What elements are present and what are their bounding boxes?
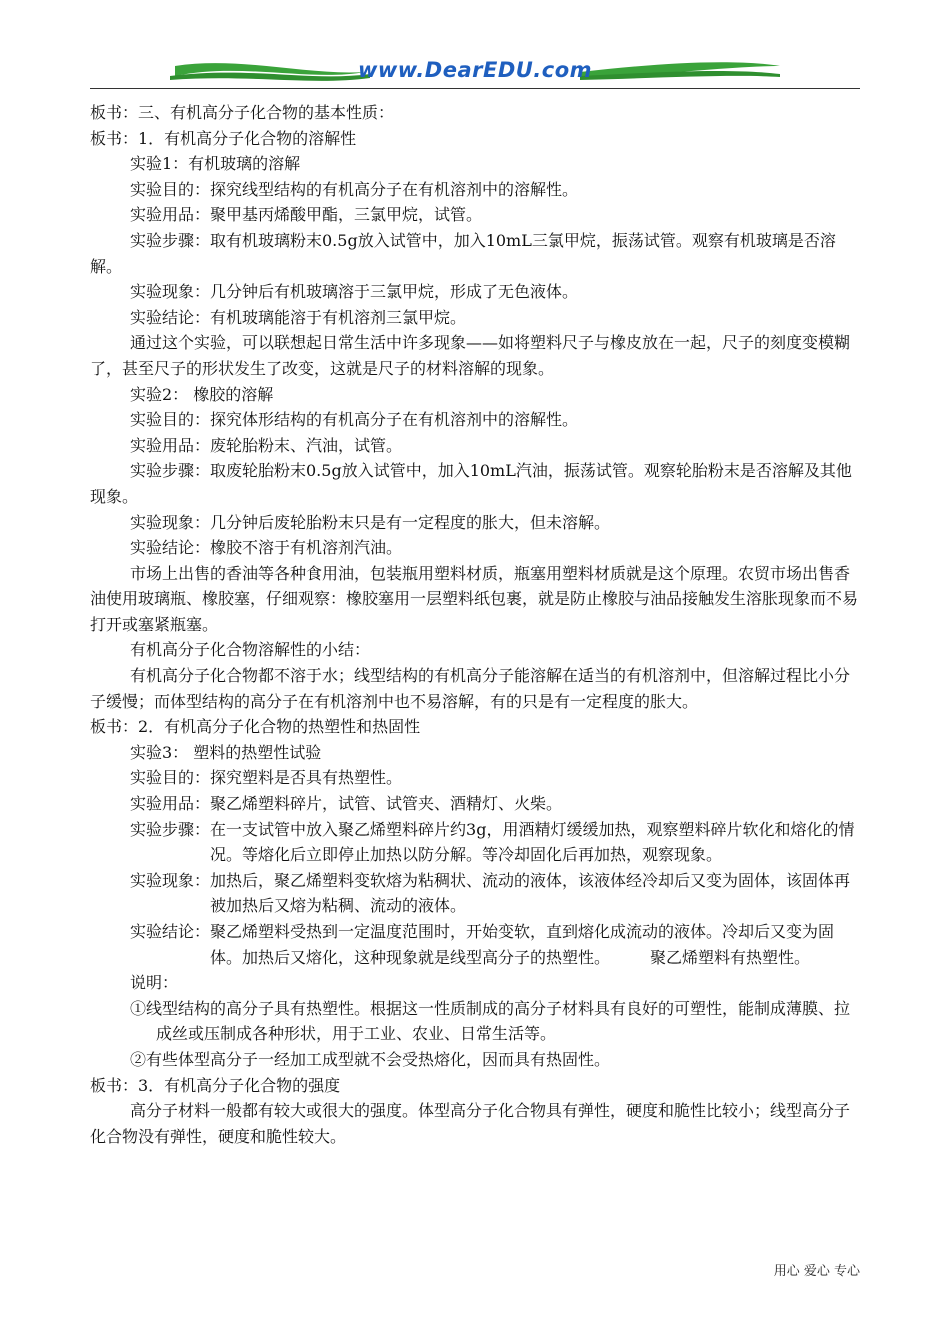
experiment-1-title: 实验1：有机玻璃的溶解 — [130, 154, 301, 174]
solubility-summary-title: 有机高分子化合物溶解性的小结： — [130, 640, 371, 660]
experiment-3-conclusion-label: 实验结论： — [130, 922, 211, 941]
experiment-1-steps: 实验步骤：取有机玻璃粉末0.5g放入试管中，加入10mL三氯甲烷，振荡试管。观察有机玻璃是否溶解。 — [90, 230, 836, 276]
page-footer: 用心 爱心 专心 — [773, 1264, 860, 1279]
board-heading-strength: 板书：3．有机高分子化合物的强度 — [90, 1075, 341, 1095]
experiment-2-purpose: 实验目的：探究体形结构的有机高分子在有机溶剂中的溶解性。 — [130, 410, 579, 430]
experiment-2-title: 实验2： 橡胶的溶解 — [130, 384, 274, 404]
experiment-1-conclusion: 实验结论：有机玻璃能溶于有机溶剂三氯甲烷。 — [130, 307, 467, 327]
experiment-2-steps: 实验步骤：取废轮胎粉末0.5g放入试管中，加入10mL汽油，振荡试管。观察轮胎粉末是否溶解及其他现象。 — [90, 461, 852, 506]
experiment-3-conclusion — [90, 919, 860, 970]
experiment-3-phenomenon-label: 实验现象： — [130, 870, 211, 890]
experiment-1-note: 通过这个实验，可以联想起日常生活中许多现象——如将塑料尺子与橡皮放在一起，尺子的刻度变模糊了，甚至尺子的形状发生了改变，这就是尺子的材料溶解的现象。 — [90, 333, 851, 378]
experiment-3-steps — [90, 817, 860, 868]
board-heading-solubility: 板书：1．有机高分子化合物的溶解性 — [90, 128, 357, 148]
experiment-3-conclusion-text: 聚乙烯塑料受热到一定温度范围时，开始变软，直到熔化成流动的液体。冷却后又变为固体。加热后又熔化，这种现象就是线型高分子的热塑性。 聚乙烯塑料有热塑性。 — [210, 922, 835, 967]
explanation-item-2: ②有些体型高分子一经加工成型就不会受热熔化，因而具有热固性。 — [130, 1049, 611, 1069]
experiment-3-phenomenon — [90, 868, 860, 919]
strength-text: 高分子材料一般都有较大或很大的强度。体型高分子化合物具有弹性，硬度和脆性比较小；线型高分子化合物没有弹性，硬度和脆性较大。 — [90, 1101, 851, 1146]
board-heading-thermoplastic: 板书：2．有机高分子化合物的热塑性和热固性 — [90, 717, 421, 737]
experiment-1-phenomenon: 实验现象：几分钟后有机玻璃溶于三氯甲烷，形成了无色液体。 — [130, 282, 579, 302]
experiment-3-materials: 实验用品：聚乙烯塑料碎片，试管、试管夹、酒精灯、火柴。 — [130, 794, 563, 814]
board-heading-1: 板书：三、有机高分子化合物的基本性质： — [90, 103, 395, 122]
experiment-2-materials: 实验用品：废轮胎粉末、汽油，试管。 — [130, 435, 403, 455]
experiment-2-conclusion: 实验结论：橡胶不溶于有机溶剂汽油。 — [130, 538, 403, 558]
explanation-title: 说明： — [130, 973, 179, 993]
document-body — [90, 100, 860, 1149]
experiment-3-steps-label: 实验步骤： — [130, 819, 211, 839]
experiment-3-phenomenon-text: 加热后，聚乙烯塑料变软熔为粘稠状、流动的液体，该液体经冷却后又变为固体，该固体再被加热后又熔为粘稠、流动的液体。 — [210, 870, 851, 916]
experiment-3-purpose: 实验目的：探究塑料是否具有热塑性。 — [130, 768, 403, 788]
solubility-summary-text: 有机高分子化合物都不溶于水；线型结构的有机高分子能溶解在适当的有机溶剂中，但溶解过程比小分子缓慢；而体型结构的高分子在有机溶剂中也不易溶解，有的只是有一定程度的胀大。 — [90, 666, 851, 711]
experiment-1-materials: 实验用品：聚甲基丙烯酸甲酯，三氯甲烷，试管。 — [130, 205, 483, 225]
experiment-1-purpose: 实验目的：探究线型结构的有机高分子在有机溶剂中的溶解性。 — [130, 179, 579, 199]
explanation-item-1: ①线型结构的高分子具有热塑性。根据这一性质制成的高分子材料具有良好的可塑性，能制成薄膜、拉成丝或压制成各种形状，用于工业、农业、日常生活等。 — [130, 998, 851, 1044]
site-banner — [90, 52, 860, 90]
site-logo-text[interactable]: www.DearEDU.com — [357, 58, 593, 82]
experiment-3-title: 实验3： 塑料的热塑性试验 — [130, 742, 322, 762]
header-divider — [90, 88, 860, 89]
experiment-3-steps-text: 在一支试管中放入聚乙烯塑料碎片约3g，用酒精灯缓缓加热，观察塑料碎片软化和熔化的情况。等熔化后立即停止加热以防分解。等冷却固化后再加热，观察现象。 — [210, 819, 855, 865]
experiment-2-note: 市场上出售的香油等各种食用油，包装瓶用塑料材质，瓶塞用塑料材质就是这个原理。农贸市场出售香油使用玻璃瓶、橡胶塞，仔细观察：橡胶塞用一层塑料纸包裹，就是防止橡胶与油品接触发生溶胀现象而不易打开或塞紧瓶塞。 — [90, 563, 859, 634]
experiment-2-phenomenon: 实验现象：几分钟后废轮胎粉末只是有一定程度的胀大，但未溶解。 — [130, 512, 611, 532]
